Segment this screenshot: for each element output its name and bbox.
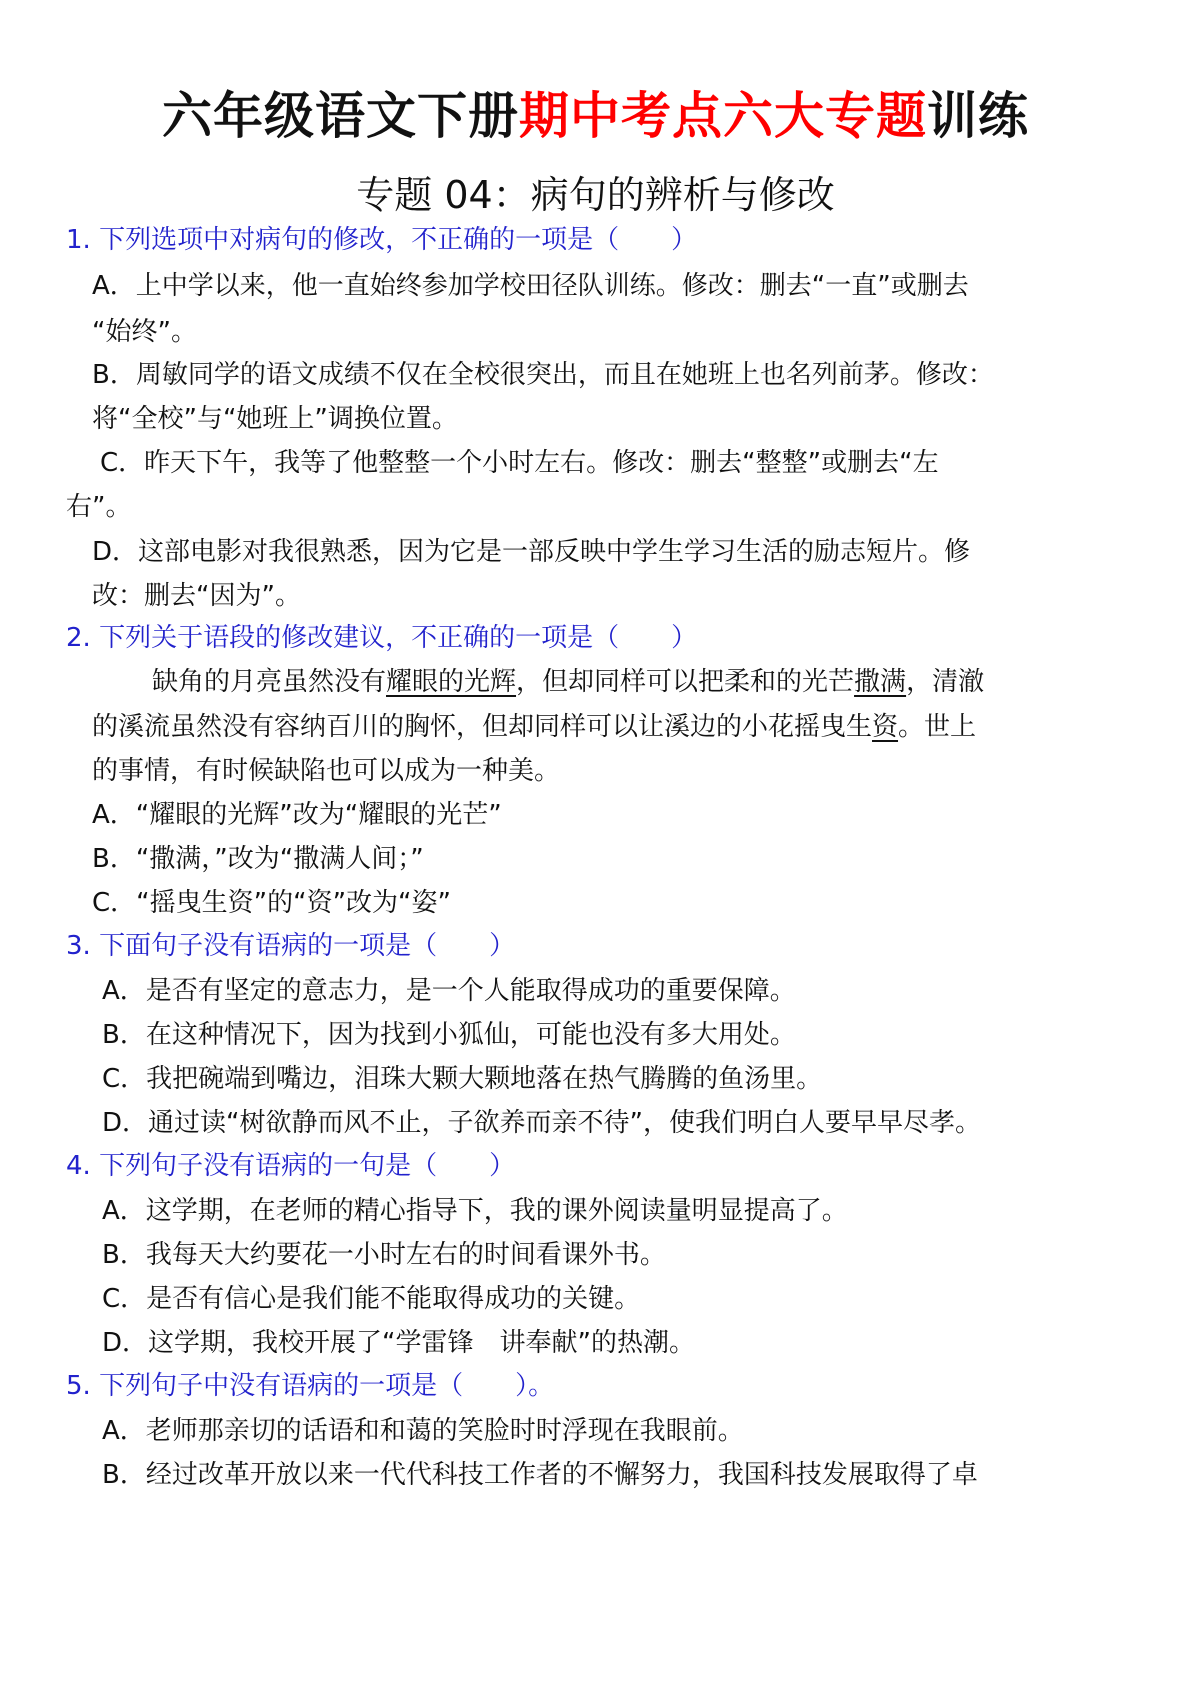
q1-option-b-line2: 将“全校”与“她班上”调换位置。	[92, 404, 458, 434]
question-4-stem	[66, 1148, 515, 1184]
q1-option-d-line1: D．这部电影对我很熟悉，因为它是一部反映中学生学习生活的励志短片。修	[92, 537, 971, 567]
q2-option-b: B．“撒满，”改为“撒满人间；”	[92, 844, 424, 874]
underlined-phrase: 耀眼的光辉	[386, 667, 517, 697]
question-3-stem	[66, 928, 515, 964]
question-1-stem	[66, 222, 697, 258]
q2-option-c: C．“摇曳生资”的“资”改为“姿”	[92, 888, 451, 918]
question-text: 下列选项中对病句的修改，不正确的一项是（ ）	[99, 225, 698, 255]
q1-option-c-line2: 右”。	[66, 492, 132, 522]
page-title	[0, 84, 1191, 148]
q2-passage-line3: 的事情，有时候缺陷也可以成为一种美。	[92, 756, 561, 786]
q4-option-a: A．这学期，在老师的精心指导下，我的课外阅读量明显提高了。	[102, 1196, 848, 1226]
passage-text: 缺角的月亮虽然没有	[152, 667, 387, 697]
page-subtitle: 专题 04：病句的辨析与修改	[356, 173, 835, 217]
q5-option-b: B．经过改革开放以来一代代科技工作者的不懈努力，我国科技发展取得了卓	[102, 1460, 978, 1490]
title-part2: 训练	[927, 87, 1029, 145]
title-highlight: 期中考点六大专题	[519, 87, 927, 145]
q1-option-d-line2: 改：删去“因为”。	[92, 581, 301, 611]
q4-option-d: D．这学期，我校开展了“学雷锋 讲奉献”的热潮。	[102, 1328, 695, 1358]
q3-option-b: B．在这种情况下，因为找到小狐仙，可能也没有多大用处。	[102, 1020, 796, 1050]
q3-option-a: A．是否有坚定的意志力，是一个人能取得成功的重要保障。	[102, 976, 796, 1006]
question-text: 下面句子没有语病的一项是（ ）	[99, 931, 516, 961]
q1-option-a-line1: A．上中学以来，他一直始终参加学校田径队训练。修改：删去“一直”或删去	[92, 271, 969, 301]
q4-option-c: C．是否有信心是我们能不能取得成功的关键。	[102, 1284, 641, 1314]
underlined-phrase: 撒满	[854, 667, 907, 697]
question-text: 下列关于语段的修改建议，不正确的一项是（ ）	[99, 623, 698, 653]
q4-option-b: B．我每天大约要花一小时左右的时间看课外书。	[102, 1240, 666, 1270]
passage-text: 的溪流虽然没有容纳百川的胸怀，但却同样可以让溪边的小花摇曳生	[92, 712, 873, 742]
question-number: 2.	[66, 623, 91, 653]
question-5-stem	[66, 1368, 554, 1404]
q1-option-b-line1: B．周敏同学的语文成绩不仅在全校很突出，而且在她班上也名列前茅。修改：	[92, 360, 994, 390]
q1-option-c-line1: C．昨天下午，我等了他整整一个小时左右。修改：删去“整整”或删去“左	[100, 448, 939, 478]
q3-option-d: D．通过读“树欲静而风不止，子欲养而亲不待”，使我们明白人要早早尽孝。	[102, 1108, 981, 1138]
question-text: 下列句子中没有语病的一项是（ ）。	[99, 1371, 555, 1401]
q1-option-a-line2: “始终”。	[92, 317, 197, 347]
question-2-stem	[66, 620, 697, 656]
question-text: 下列句子没有语病的一句是（ ）	[99, 1151, 516, 1181]
underlined-phrase: 资	[872, 712, 899, 742]
q2-option-a: A．“耀眼的光辉”改为“耀眼的光芒”	[92, 800, 502, 830]
q3-option-c: C．我把碗端到嘴边，泪珠大颗大颗地落在热气腾腾的鱼汤里。	[102, 1064, 823, 1094]
q5-option-a: A．老师那亲切的话语和和蔼的笑脸时时浮现在我眼前。	[102, 1416, 744, 1446]
q2-passage-line2	[92, 709, 976, 745]
question-number: 1.	[66, 225, 91, 255]
question-number: 4.	[66, 1151, 91, 1181]
title-part1: 六年级语文下册	[162, 87, 519, 145]
question-number: 3.	[66, 931, 91, 961]
passage-text: 。世上	[898, 712, 977, 742]
q2-passage-line1	[152, 664, 984, 700]
question-number: 5.	[66, 1371, 91, 1401]
passage-text: ，清澈	[906, 667, 985, 697]
passage-text: ，但却同样可以把柔和的光芒	[516, 667, 855, 697]
